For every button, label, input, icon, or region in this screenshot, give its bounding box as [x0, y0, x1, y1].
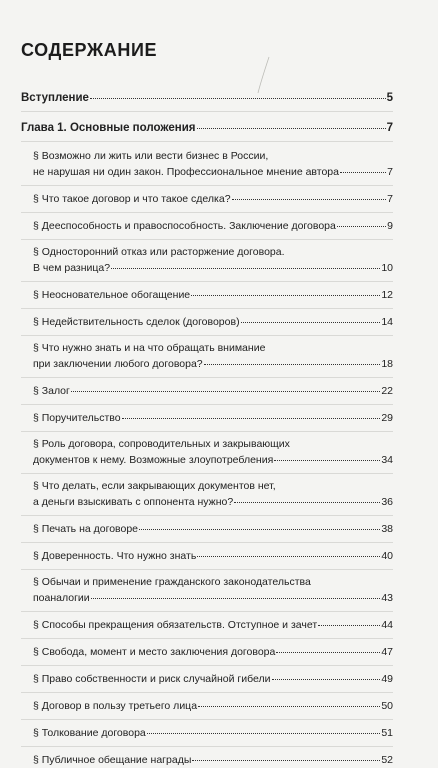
toc-entry-title: § Неосновательное обогащение [33, 289, 191, 301]
toc-entry-title: § Публичное обещание награды [33, 754, 192, 766]
toc-entry-line [33, 494, 393, 510]
toc-entry-title: § Залог [33, 385, 70, 397]
toc-page-number: 52 [381, 754, 393, 766]
dot-leader [90, 88, 386, 99]
entry-divider [21, 515, 393, 516]
toc-entry [21, 383, 393, 399]
toc-entry-title: § Что делать, если закрывающих документов нет, [33, 480, 276, 492]
toc-entry-line [33, 260, 393, 276]
dot-leader [91, 588, 381, 599]
entry-divider [21, 473, 393, 474]
toc-entry-title: В чем разница? [33, 262, 111, 274]
toc-page-number: 7 [386, 122, 393, 134]
toc-entry-title: § Толкование договора [33, 727, 146, 739]
toc-entry-title: § Договор в пользу третьего лица [33, 700, 198, 712]
entry-divider [21, 281, 393, 282]
toc-entry [21, 120, 393, 136]
entry-divider [21, 377, 393, 378]
toc-entry-line [33, 644, 393, 660]
toc-page-number: 7 [387, 193, 393, 205]
toc-page-number: 40 [381, 550, 393, 562]
toc-page-number: 10 [381, 262, 393, 274]
dot-leader [111, 258, 380, 269]
toc-entry-line [33, 617, 393, 633]
toc-entry [21, 521, 393, 537]
toc-entry-line [33, 383, 393, 399]
toc-entry [21, 218, 393, 234]
toc-page-number: 51 [381, 727, 393, 739]
dot-leader [340, 162, 386, 173]
toc-entry-line [33, 671, 393, 687]
toc-entry-title: при заключении любого договора? [33, 358, 203, 370]
dot-leader [122, 408, 381, 419]
toc-entry-title: документов к нему. Возможные злоупотребления [33, 454, 274, 466]
toc-entry [21, 671, 393, 687]
toc-entry-title: § Возможно ли жить или вести бизнес в России, [33, 150, 269, 162]
toc-entry [21, 698, 393, 714]
toc-entry-line [33, 452, 393, 468]
toc-page-number: 43 [381, 592, 393, 604]
toc-page-number: 7 [387, 166, 393, 178]
toc-page-number: 36 [381, 496, 393, 508]
entry-divider [21, 185, 393, 186]
toc-entry-line [33, 698, 393, 714]
dot-leader [234, 492, 380, 503]
toc-entry-line [33, 548, 393, 564]
toc-entry-line [33, 725, 393, 741]
entry-divider [21, 719, 393, 720]
toc-page-number: 44 [381, 619, 393, 631]
toc-entry-title: § Дееспособность и правоспособность. Заключение договора [33, 220, 336, 232]
toc-page-number: 50 [381, 700, 393, 712]
dot-leader [318, 615, 380, 626]
entry-divider [21, 665, 393, 666]
dot-leader [197, 118, 386, 129]
dot-leader [71, 381, 380, 392]
toc-entry-line [33, 410, 393, 426]
entry-divider [21, 404, 393, 405]
toc-entry-title: Глава 1. Основные положения [21, 122, 196, 134]
toc-entry-title: § Печать на договоре [33, 523, 139, 535]
dot-leader [232, 189, 387, 200]
dot-leader [204, 354, 381, 365]
toc-page-number: 34 [381, 454, 393, 466]
toc-page-number: 47 [381, 646, 393, 658]
toc-entry-title: Вступление [21, 92, 89, 104]
dot-leader [192, 750, 380, 761]
toc-entry-title: не нарушая ни один закон. Профессиональное мнение автора [33, 166, 339, 178]
dot-leader [197, 546, 380, 557]
entry-divider [21, 431, 393, 432]
toc-entry [21, 437, 393, 468]
toc-entry [21, 287, 393, 303]
toc-entry [21, 314, 393, 330]
toc-entry [21, 644, 393, 660]
entry-divider [21, 335, 393, 336]
toc-entry-title: § Роль договора, сопроводительных и закрывающих [33, 438, 290, 450]
toc-page-number: 22 [381, 385, 393, 397]
toc-page-number: 9 [387, 220, 393, 232]
toc-entry [21, 191, 393, 207]
entry-divider [21, 569, 393, 570]
entry-divider [21, 638, 393, 639]
toc-entry-line [33, 590, 393, 606]
toc-entry [21, 245, 393, 276]
toc-entry-title: § Односторонний отказ или расторжение договора. [33, 246, 285, 258]
entry-divider [21, 542, 393, 543]
toc-entry [21, 575, 393, 606]
entry-divider [21, 692, 393, 693]
toc-page-number: 12 [381, 289, 393, 301]
dot-leader [274, 450, 380, 461]
toc-page-number: 18 [381, 358, 393, 370]
toc-entry-line [33, 191, 393, 207]
toc-entry [21, 752, 393, 768]
toc-entry-line [21, 90, 393, 106]
entry-divider [21, 212, 393, 213]
toc-entry-title: а деньги взыскивать с оппонента нужно? [33, 496, 234, 508]
dot-leader [276, 642, 380, 653]
toc-entry [21, 341, 393, 372]
table-of-contents [21, 85, 393, 768]
toc-entry [21, 410, 393, 426]
dot-leader [272, 669, 381, 680]
toc-page-number: 49 [381, 673, 393, 685]
dot-leader [241, 312, 381, 323]
entry-divider [21, 308, 393, 309]
toc-entry-title: § Свобода, момент и место заключения договора [33, 646, 276, 658]
toc-entry [21, 725, 393, 741]
toc-entry [21, 617, 393, 633]
dot-leader [337, 216, 386, 227]
contents-heading: СОДЕРЖАНИЕ [21, 40, 158, 60]
toc-entry-line [33, 287, 393, 303]
toc-entry-line [21, 120, 393, 136]
toc-entry-title: § Поручительство [33, 412, 121, 424]
toc-page-number: 38 [381, 523, 393, 535]
toc-entry-title: § Обычаи и применение гражданского законодательства [33, 576, 311, 588]
entry-divider [21, 239, 393, 240]
toc-page-number: 14 [381, 316, 393, 328]
entry-divider [21, 746, 393, 747]
toc-entry-title: § Право собственности и риск случайной гибели [33, 673, 271, 685]
toc-entry [21, 149, 393, 180]
toc-entry [21, 548, 393, 564]
entry-divider [21, 611, 393, 612]
entry-divider [21, 111, 393, 112]
toc-entry-line [33, 164, 393, 180]
toc-entry-line [33, 521, 393, 537]
toc-entry-title: поаналогии [33, 592, 90, 604]
toc-entry-line [33, 218, 393, 234]
toc-entry-title: § Недействительность сделок (договоров) [33, 316, 240, 328]
dot-leader [139, 519, 380, 530]
toc-entry-title: § Способы прекращения обязательств. Отступное и зачет [33, 619, 318, 631]
entry-divider [21, 141, 393, 142]
toc-entry-line [33, 314, 393, 330]
toc-entry-title: § Доверенность. Что нужно знать [33, 550, 197, 562]
toc-entry [21, 479, 393, 510]
toc-entry [21, 90, 393, 106]
toc-page-number: 5 [386, 92, 393, 104]
toc-entry-title: § Что нужно знать и на что обращать внимание [33, 342, 266, 354]
toc-entry-line [33, 752, 393, 768]
dot-leader [147, 723, 381, 734]
dot-leader [191, 285, 380, 296]
toc-page-number: 29 [381, 412, 393, 424]
dot-leader [198, 696, 380, 707]
toc-entry-title: § Что такое договор и что такое сделка? [33, 193, 231, 205]
toc-entry-line [33, 356, 393, 372]
